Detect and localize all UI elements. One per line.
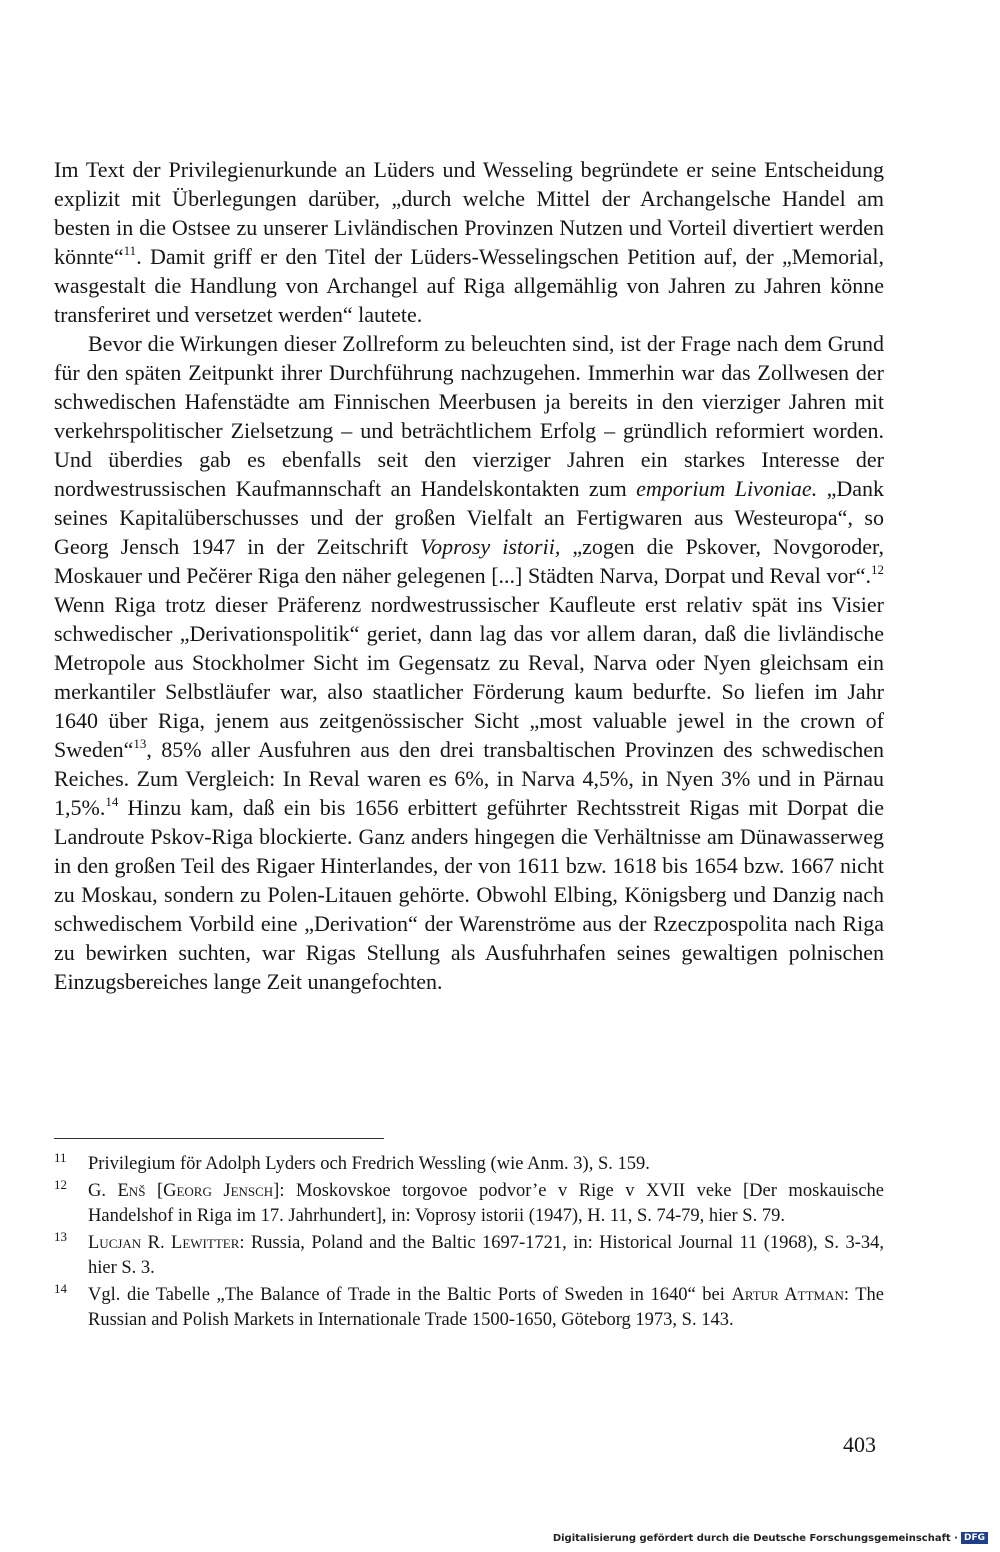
paragraph xyxy=(54,155,884,329)
italic-text: emporium Livoniae. xyxy=(636,476,818,501)
dfg-logo: DFG xyxy=(961,1532,988,1544)
footnote-separator xyxy=(54,1138,384,1139)
footnotes xyxy=(54,1152,884,1335)
footnote xyxy=(54,1152,884,1177)
digitization-banner xyxy=(553,1532,988,1544)
footnote-number: 14 xyxy=(54,1281,67,1296)
footnote xyxy=(54,1179,884,1229)
footnote xyxy=(54,1231,884,1281)
footnote-number: 13 xyxy=(54,1229,67,1244)
text-run: Wenn Riga trotz dieser Präferenz nordwestrussischer Kaufleute erst relativ spät ins Visier schwedischer „Derivationspolitik“ geriet, dann lag das vor allem daran, daß die livländische Metropole aus Stockholmer Sicht im Gegensatz zu Reval, Narva oder Nyen gleichsam ein merkantiler Selbstläufer war, also staatlicher Förderung kaum bedurfte. So liefen im Jahr 1640 über Riga, jenem aus zeitgenössischer Sicht „most valuable jewel in the crown of Sweden“ xyxy=(54,592,884,762)
text-run: Im Text der Privilegienurkunde an Lüders und Wesseling begründete er seine Entscheidung explizit mit Überlegungen darüber, „durch welche Mittel der Archangelsche Handel am besten in die Ostsee zu unserer Livländischen Provinzen Nutzen und Vorteil divertiert werden könnte“ xyxy=(54,157,884,269)
paragraph xyxy=(54,329,884,996)
author-name: G. Enš [Georg Jensch] xyxy=(88,1181,280,1201)
footnote-reference: 13 xyxy=(133,736,147,751)
footnote xyxy=(54,1283,884,1333)
text-run: . Damit griff er den Titel der Lüders-Wesselingschen Petition auf, der „Memorial, wasgestalt die Handlung von Archangel auf Riga allgemählig von Jahren zu Jahren könne transferiret und versetzet werden“ lautete. xyxy=(54,244,884,327)
italic-text: Voprosy istorii, xyxy=(420,534,561,559)
text-run: , 85% aller Ausfuhren aus den drei transbaltischen Provinzen des schwedischen Reiches. Zum Vergleich: In Reval waren es 6%, in Narva 4,5%, in Nyen 3% und in Pärnau 1,5%. xyxy=(54,737,884,820)
text-run: : The Russian and Polish Markets in Internationale Trade 1500-1650, Göteborg 1973, S. 143. xyxy=(88,1285,884,1330)
footnote-reference: 11 xyxy=(123,243,137,258)
text-run: Hinzu kam, daß ein bis 1656 erbittert geführter Rechtsstreit Rigas mit Dorpat die Landroute Pskov-Riga blockierte. Ganz anders hingegen die Verhältnisse am Dünawasserweg in den großen Teil des Rigaer Hinterlandes, der von 1611 bzw. 1618 bis 1654 bzw. 1667 nicht zu Moskau, sondern zu Polen-Litauen gehörte. Obwohl Elbing, Königsberg und Danzig nach schwedischem Vorbild eine „Derivation“ der Warenströme aus der Rzeczpospolita nach Riga zu bewirken suchten, war Rigas Stellung als Ausfuhrhafen seines gewaltigen polnischen Einzugsbereiches lange Zeit unangefochten. xyxy=(54,795,884,994)
footnote-number: 12 xyxy=(54,1177,67,1192)
page-number: 403 xyxy=(843,1432,876,1457)
footnote-reference: 12 xyxy=(871,562,884,577)
footnote-reference: 14 xyxy=(105,794,119,809)
author-name: Lucjan R. Lewitter xyxy=(88,1233,240,1253)
footnote-number: 11 xyxy=(54,1150,67,1165)
text-run: Privilegium för Adolph Lyders och Fredrich Wessling (wie Anm. 3), S. 159. xyxy=(88,1154,650,1174)
banner-text: Digitalisierung gefördert durch die Deutsche Forschungsgemeinschaft · xyxy=(552,1532,958,1544)
text-run: „zogen die Pskover, Novgoroder, Moskauer und Pečërer Riga den näher gelegenen [...] Städten Narva, Dorpat und Reval vor“. xyxy=(54,534,884,588)
text-run: : Moskovskoe torgovoe podvor’e v Rige v XVII veke [Der moskauische Handelshof in Riga im 17. Jahrhundert], in: Voprosy istorii (1947), H. 11, S. 74-79, hier S. 79. xyxy=(88,1181,884,1226)
text-run: Vgl. die Tabelle „The Balance of Trade in the Baltic Ports of Sweden in 1640“ bei xyxy=(88,1285,732,1305)
text-run: : Russia, Poland and the Baltic 1697-1721, in: Historical Journal 11 (1968), S. 3-34, hier S. 3. xyxy=(88,1233,884,1278)
text-run: „Dank seines Kapitalüberschusses und der großen Vielfalt an Fertigwaren aus Westeuropa“, so Georg Jensch 1947 in der Zeitschrift xyxy=(54,476,885,559)
author-name: Artur Attman xyxy=(731,1285,844,1305)
main-text xyxy=(54,155,884,996)
text-run: Bevor die Wirkungen dieser Zollreform zu beleuchten sind, ist der Frage nach dem Grund für den späten Zeitpunkt ihrer Durchführung nachzugehen. Immerhin war das Zollwesen der schwedischen Hafenstädte am Finnischen Meerbusen ja bereits in den vierziger Jahren mit verkehrspolitischer Zielsetzung – und beträchtlichem Erfolg – gründlich reformiert worden. Und überdies gab es ebenfalls seit den vierziger Jahren ein starkes Interesse der nordwestrussischen Kaufmannschaft an Handelskontakten zum xyxy=(54,331,884,501)
